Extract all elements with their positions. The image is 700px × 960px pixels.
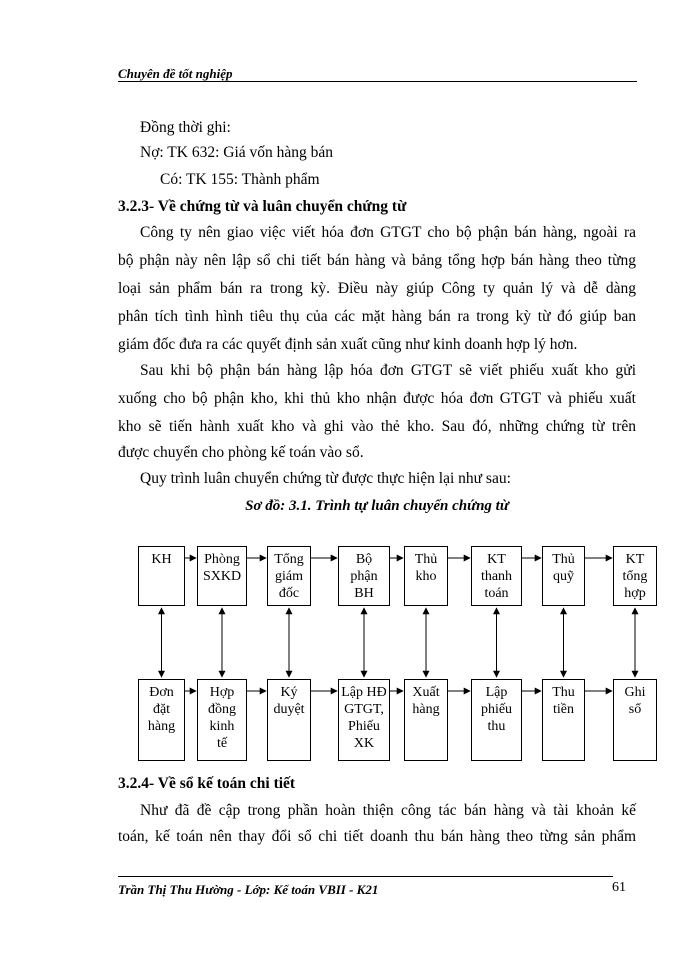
flow-box-top: Bộ phận BH	[338, 546, 390, 606]
para-line: Như đã đề cập trong phần hoàn thiện công tác bán hàng và tài khoản kế	[140, 802, 636, 819]
para-line: loại sản phẩm bán ra trong kỳ. Điều này giúp Công ty quản lý và dễ dàng	[118, 280, 636, 297]
para-line: Đồng thời ghi:	[140, 119, 231, 136]
flow-box-top: Thủ kho	[404, 546, 448, 606]
para-line: giám đốc đưa ra các quyết định sản xuất cũng như kinh doanh hợp lý hơn.	[118, 336, 578, 353]
running-header: Chuyên đề tốt nghiệp	[118, 66, 233, 81]
flow-box-bottom: Hợp đồng kinh tế	[197, 679, 247, 761]
flow-box-bottom: Lập phiếu thu	[471, 679, 522, 761]
para-line: được chuyển cho phòng kế toán vào sổ.	[118, 444, 364, 461]
footer-author: Trần Thị Thu Hường - Lớp: Kế toán VBII - K21	[118, 882, 379, 897]
flow-box-bottom: Đơn đặt hàng	[138, 679, 185, 761]
flow-box-top: KT tổng hợp	[613, 546, 657, 606]
flow-box-bottom: Thu tiền	[542, 679, 585, 761]
flow-box-top: KT thanh toán	[471, 546, 522, 606]
flow-box-top: Phòng SXKD	[197, 546, 247, 606]
para-line: xuống cho bộ phận kho, khi thủ kho nhận được hóa đơn GTGT và phiếu xuất	[118, 390, 636, 407]
para-line: phân tích tình hình tiêu thụ của các mặt hàng bán ra trong kỳ từ đó giúp ban	[118, 308, 636, 325]
flow-box-top: Thủ quỹ	[542, 546, 585, 606]
section-heading: 3.2.4- Về sổ kế toán chi tiết	[118, 775, 296, 792]
para-line: toán, kế toán nên thay đổi sổ chi tiết doanh thu bán hàng theo từng sản phẩm	[118, 828, 636, 845]
flow-box-bottom: Ghi sổ	[613, 679, 657, 761]
para-line: Công ty nên giao việc viết hóa đơn GTGT cho bộ phận bán hàng, ngoài ra	[140, 224, 636, 241]
para-line: Sau khi bộ phận bán hàng lập hóa đơn GTGT sẽ viết phiếu xuất kho gửi	[140, 362, 636, 379]
para-line: kho sẽ tiến hành xuất kho và ghi vào thẻ kho. Sau đó, những chứng từ trên	[118, 418, 636, 435]
para-line: Nợ: TK 632: Giá vốn hàng bán	[140, 144, 334, 161]
flow-box-top: KH	[138, 546, 185, 606]
flow-box-bottom: Ký duyệt	[267, 679, 311, 761]
footer-rule	[118, 876, 613, 877]
para-line: Quy trình luân chuyển chứng từ được thực hiện lại như sau:	[140, 470, 511, 487]
flow-box-top: Tổng giám đốc	[267, 546, 311, 606]
page-number: 61	[612, 880, 626, 895]
para-line: bộ phận này nên lập sổ chi tiết bán hàng và bảng tổng hợp bán hàng theo từng	[118, 252, 636, 269]
para-line: Có: TK 155: Thành phẩm	[160, 171, 320, 188]
section-heading: 3.2.3- Về chứng từ và luân chuyển chứng từ	[118, 198, 407, 215]
diagram-caption: Sơ đồ: 3.1. Trình tự luân chuyển chứng từ	[245, 498, 509, 514]
flow-box-bottom: Xuất hàng	[404, 679, 448, 761]
flow-box-bottom: Lập HĐ GTGT, Phiếu XK	[338, 679, 390, 761]
